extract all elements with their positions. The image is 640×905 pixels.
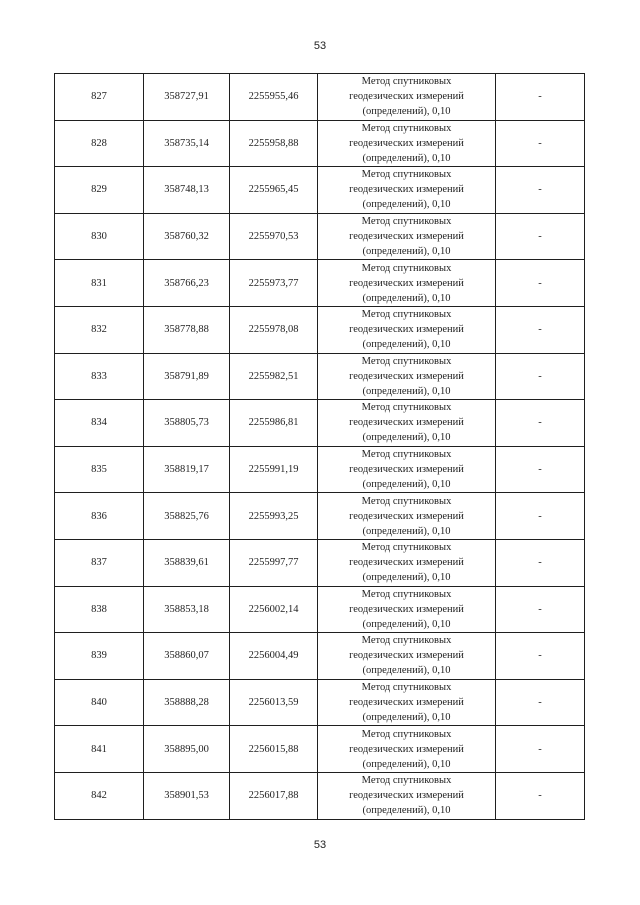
x-coordinate-cell: 358748,13 — [144, 167, 230, 214]
point-number-cell: 838 — [55, 586, 144, 633]
remark-cell: - — [496, 260, 585, 307]
x-coordinate-cell: 358825,76 — [144, 493, 230, 540]
method-line: Метод спутниковых — [361, 216, 452, 228]
method-line: (определений), 0,10 — [362, 758, 451, 770]
method-line: геодезических измерений — [349, 137, 464, 149]
method-line: Метод спутниковых — [361, 355, 452, 367]
x-coordinate-cell: 358819,17 — [144, 446, 230, 493]
method-line: геодезических измерений — [349, 557, 464, 569]
method-line: (определений), 0,10 — [362, 572, 451, 584]
method-line: Метод спутниковых — [361, 76, 452, 88]
method-line: геодезических измерений — [349, 464, 464, 476]
method-line: (определений), 0,10 — [362, 106, 451, 118]
method-cell — [318, 772, 496, 819]
x-coordinate-cell: 358860,07 — [144, 633, 230, 680]
point-number-cell: 833 — [55, 353, 144, 400]
method-line: (определений), 0,10 — [362, 292, 451, 304]
table-row — [55, 772, 585, 819]
x-coordinate-cell: 358895,00 — [144, 726, 230, 773]
point-number-cell: 840 — [55, 679, 144, 726]
y-coordinate-cell: 2255978,08 — [230, 306, 318, 353]
point-number-cell: 835 — [55, 446, 144, 493]
table-row — [55, 493, 585, 540]
method-line: (определений), 0,10 — [362, 339, 451, 351]
method-cell — [318, 213, 496, 260]
method-line: Метод спутниковых — [361, 728, 452, 740]
method-line: (определений), 0,10 — [362, 665, 451, 677]
remark-cell: - — [496, 120, 585, 167]
y-coordinate-cell: 2255973,77 — [230, 260, 318, 307]
method-line: геодезических измерений — [349, 790, 464, 802]
method-cell — [318, 726, 496, 773]
coordinates-table — [54, 73, 585, 820]
remark-cell: - — [496, 306, 585, 353]
remark-cell: - — [496, 353, 585, 400]
method-line: геодезических измерений — [349, 510, 464, 522]
table-row — [55, 306, 585, 353]
x-coordinate-cell: 358791,89 — [144, 353, 230, 400]
y-coordinate-cell: 2255955,46 — [230, 74, 318, 121]
point-number-cell: 834 — [55, 400, 144, 447]
method-line: (определений), 0,10 — [362, 618, 451, 630]
method-line: геодезических измерений — [349, 603, 464, 615]
point-number-cell: 841 — [55, 726, 144, 773]
point-number-cell: 829 — [55, 167, 144, 214]
y-coordinate-cell: 2255970,53 — [230, 213, 318, 260]
remark-cell: - — [496, 446, 585, 493]
method-cell — [318, 679, 496, 726]
method-line: (определений), 0,10 — [362, 805, 451, 817]
remark-cell: - — [496, 633, 585, 680]
page-number-bottom: 53 — [313, 839, 327, 851]
method-line: геодезических измерений — [349, 184, 464, 196]
method-cell — [318, 493, 496, 540]
point-number-cell: 832 — [55, 306, 144, 353]
point-number-cell: 828 — [55, 120, 144, 167]
method-cell — [318, 353, 496, 400]
remark-cell: - — [496, 167, 585, 214]
x-coordinate-cell: 358727,91 — [144, 74, 230, 121]
method-line: геодезических измерений — [349, 743, 464, 755]
remark-cell: - — [496, 400, 585, 447]
x-coordinate-cell: 358805,73 — [144, 400, 230, 447]
method-line: Метод спутниковых — [361, 122, 452, 134]
method-cell — [318, 120, 496, 167]
method-line: (определений), 0,10 — [362, 712, 451, 724]
table-row — [55, 353, 585, 400]
remark-cell: - — [496, 679, 585, 726]
method-line: (определений), 0,10 — [362, 246, 451, 258]
table-row — [55, 726, 585, 773]
x-coordinate-cell: 358901,53 — [144, 772, 230, 819]
y-coordinate-cell: 2255991,19 — [230, 446, 318, 493]
method-line: (определений), 0,10 — [362, 385, 451, 397]
method-line: Метод спутниковых — [361, 588, 452, 600]
point-number-cell: 839 — [55, 633, 144, 680]
x-coordinate-cell: 358766,23 — [144, 260, 230, 307]
y-coordinate-cell: 2256017,88 — [230, 772, 318, 819]
y-coordinate-cell: 2255997,77 — [230, 539, 318, 586]
method-line: геодезических измерений — [349, 231, 464, 243]
coordinates-table-body — [55, 74, 585, 820]
method-line: Метод спутниковых — [361, 402, 452, 414]
method-line: геодезических измерений — [349, 697, 464, 709]
method-line: (определений), 0,10 — [362, 199, 451, 211]
y-coordinate-cell: 2255965,45 — [230, 167, 318, 214]
method-line: Метод спутниковых — [361, 635, 452, 647]
x-coordinate-cell: 358760,32 — [144, 213, 230, 260]
table-row — [55, 446, 585, 493]
remark-cell: - — [496, 539, 585, 586]
remark-cell: - — [496, 726, 585, 773]
method-line: Метод спутниковых — [361, 309, 452, 321]
y-coordinate-cell: 2255958,88 — [230, 120, 318, 167]
method-cell — [318, 633, 496, 680]
remark-cell: - — [496, 772, 585, 819]
method-cell — [318, 586, 496, 633]
method-line: Метод спутниковых — [361, 449, 452, 461]
method-line: Метод спутниковых — [361, 495, 452, 507]
method-line: геодезических измерений — [349, 370, 464, 382]
y-coordinate-cell: 2256004,49 — [230, 633, 318, 680]
method-line: геодезических измерений — [349, 650, 464, 662]
x-coordinate-cell: 358853,18 — [144, 586, 230, 633]
remark-cell: - — [496, 213, 585, 260]
method-line: Метод спутниковых — [361, 169, 452, 181]
table-row — [55, 213, 585, 260]
table-row — [55, 167, 585, 214]
page-number-top: 53 — [313, 40, 327, 52]
method-cell — [318, 400, 496, 447]
method-line: (определений), 0,10 — [362, 479, 451, 491]
remark-cell: - — [496, 74, 585, 121]
table-row — [55, 586, 585, 633]
point-number-cell: 827 — [55, 74, 144, 121]
method-line: геодезических измерений — [349, 324, 464, 336]
x-coordinate-cell: 358839,61 — [144, 539, 230, 586]
table-row — [55, 260, 585, 307]
x-coordinate-cell: 358735,14 — [144, 120, 230, 167]
table-row — [55, 539, 585, 586]
method-cell — [318, 446, 496, 493]
method-cell — [318, 539, 496, 586]
table-row — [55, 74, 585, 121]
method-line: (определений), 0,10 — [362, 152, 451, 164]
y-coordinate-cell: 2256013,59 — [230, 679, 318, 726]
method-cell — [318, 306, 496, 353]
table-row — [55, 679, 585, 726]
method-line: геодезических измерений — [349, 417, 464, 429]
x-coordinate-cell: 358888,28 — [144, 679, 230, 726]
method-line: Метод спутниковых — [361, 775, 452, 787]
y-coordinate-cell: 2255986,81 — [230, 400, 318, 447]
point-number-cell: 830 — [55, 213, 144, 260]
y-coordinate-cell: 2255993,25 — [230, 493, 318, 540]
remark-cell: - — [496, 493, 585, 540]
point-number-cell: 842 — [55, 772, 144, 819]
method-line: геодезических измерений — [349, 277, 464, 289]
point-number-cell: 837 — [55, 539, 144, 586]
method-line: (определений), 0,10 — [362, 525, 451, 537]
y-coordinate-cell: 2255982,51 — [230, 353, 318, 400]
method-line: Метод спутниковых — [361, 682, 452, 694]
y-coordinate-cell: 2256002,14 — [230, 586, 318, 633]
method-line: Метод спутниковых — [361, 542, 452, 554]
method-line: геодезических измерений — [349, 91, 464, 103]
point-number-cell: 831 — [55, 260, 144, 307]
y-coordinate-cell: 2256015,88 — [230, 726, 318, 773]
method-cell — [318, 260, 496, 307]
method-line: Метод спутниковых — [361, 262, 452, 274]
remark-cell: - — [496, 586, 585, 633]
method-cell — [318, 74, 496, 121]
point-number-cell: 836 — [55, 493, 144, 540]
table-row — [55, 120, 585, 167]
table-row — [55, 633, 585, 680]
x-coordinate-cell: 358778,88 — [144, 306, 230, 353]
table-row — [55, 400, 585, 447]
method-cell — [318, 167, 496, 214]
method-line: (определений), 0,10 — [362, 432, 451, 444]
